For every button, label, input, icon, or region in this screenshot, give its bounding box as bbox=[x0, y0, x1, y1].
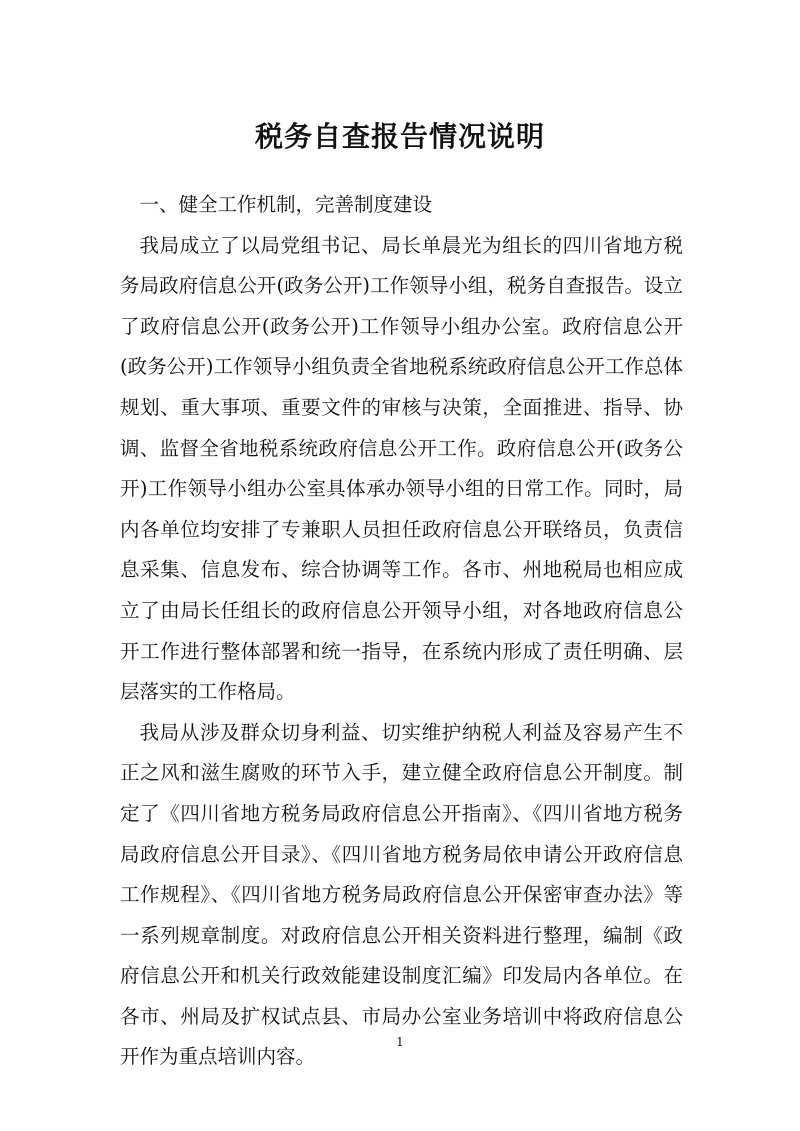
page-number: 1 bbox=[396, 1035, 404, 1049]
paragraph-leadership-group: 我局成立了以局党组书记、局长单晨光为组长的四川省地方税务局政府信息公开(政务公开)工作领导小组，税务自查报告。设立了政府信息公开(政务公开)工作领导小组办公室。政府信息公开(政务公开)工作领导小组负责全省地税系统政府信息公开工作总体规划、重大事项、重要文件的审核与决策，全面推进、指导、协调、监督全省地税系统政府信息公开工作。政府信息公开(政务公开)工作领导小组办公室具体承办领导小组的日常工作。同时，局内各单位均安排了专兼职人员担任政府信息公开联络员，负责信息采集、信息发布、综合协调等工作。各市、州地税局也相应成立了由局长任组长的政府信息公开领导小组，对各地政府信息公开工作进行整体部署和统一指导，在系统内形成了责任明确、层层落实的工作格局。 bbox=[120, 233, 683, 704]
page-title: 税务自查报告情况说明 bbox=[254, 119, 545, 153]
section-heading: 一、健全工作机制，完善制度建设 bbox=[139, 193, 433, 216]
paragraph-disclosure-system: 我局从涉及群众切身利益、切实维护纳税人利益及容易产生不正之风和滋生腐败的环节入手，建立健全政府信息公开制度。制定了《四川省地方税务局政府信息公开指南》、《四川省地方税务局政府信息公开目录》、《四川省地方税务局依申请公开政府信息工作规程》、《四川省地方税务局政府信息公开保密审查办法》等一系列规章制度。对政府信息公开相关资料进行整理，编制《政府信息公开和机关行政效能建设制度汇编》印发局内各单位。在各市、州局及扩权试点县、市局办公室业务培训中将政府信息公开作为重点培训内容。 bbox=[120, 720, 683, 1069]
document-body bbox=[120, 185, 683, 1078]
